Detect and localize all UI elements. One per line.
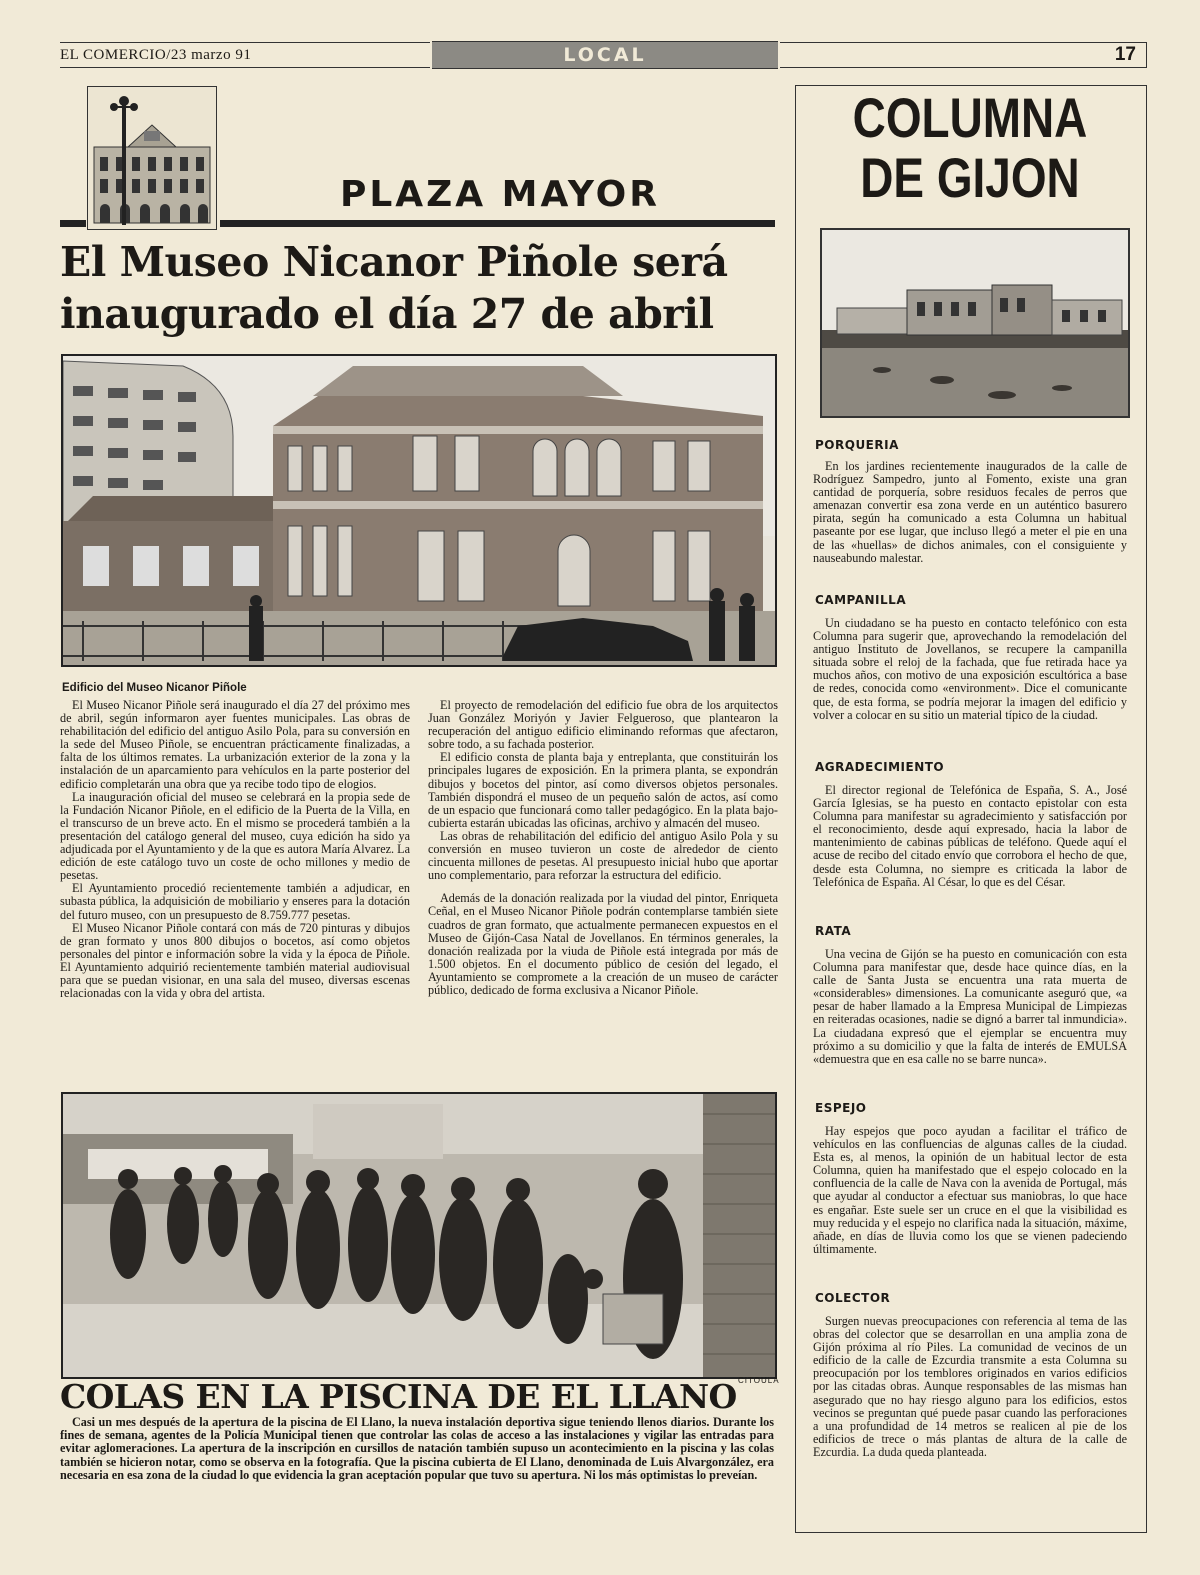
section-text-espejo (813, 1125, 1127, 1256)
section-heading-rata: RATA (815, 924, 852, 938)
colas-headline: COLAS EN LA PISCINA DE EL LLANO (60, 1377, 737, 1416)
page-number: 17 (1114, 44, 1136, 65)
plaza-rule-right (220, 220, 775, 227)
article-paragraph: El Museo Nicanor Piñole contará con más de 720 pinturas y dibujos de gran formato y unos 800 dibujos o bocetos, así como objetos personales del pintor e información sobre la vida y la época de Piñole. El Ayuntamiento adquirió recientemente también material audiovisual para que se puedan visionar, en una sala del museo, diversas escenas relacionadas con la vida y obra del artista. (60, 920, 410, 1001)
headline-line-1: El Museo Nicanor Piñole será (60, 238, 728, 286)
article-column-2 (428, 699, 778, 997)
masthead-date (60, 42, 430, 68)
plaza-rule-left (60, 220, 86, 227)
article-paragraph: El Ayuntamiento procedió recientemente también a adjudicar, en subasta pública, la adquisición de mobiliario y enseres para la dotación del futuro museo, con un presupuesto de 8.759.777 pesetas. (60, 881, 410, 922)
columna-title-line-1: COLUMNA (852, 86, 1088, 149)
section-text-porqueria (813, 460, 1127, 565)
columna-title-line-2: DE GIJON (860, 146, 1080, 209)
section-paragraph: En los jardines recientemente inaugurados de la calle de Rodríguez Sampedro, junto al Fomento, existe una gran cantidad de porquería, sobre residuos fecales de perros que amenazan convertir esa zona verde en un auténtico basurero pirata, según ha comunicado a esta Columna un habitual paseante por ese lugar, que incluso llegó a meter el pie en una de las «huellas» de dichos animales, con el consiguiente y nauseabundo malestar. (813, 459, 1127, 565)
museum-building-photo (61, 354, 777, 667)
headline-line-2: inaugurado el día 27 de abril (60, 290, 714, 338)
section-paragraph: El director regional de Telefónica de España, S. A., José García Iglesias, se ha puesto en contacto epistolar con esta Columna para manifestar su agradecimiento y satisfacción por el reconocimiento, desde aquí expresado, hacia la labor de mantenimiento de cabinas públicas de teléfono. Quede aquí el acuse de recibo del citado envío que corrobora el hecho de que, desde esta Columna, no siempre es criticada la labor de Telefónica de España. Al César, lo que es del César. (813, 783, 1127, 889)
museum-photo-caption: Edificio del Museo Nicanor Piñole (62, 682, 247, 694)
columna-title (828, 88, 1112, 208)
photo-credit: CITOULA (738, 1376, 780, 1385)
colas-body (60, 1416, 774, 1482)
plaza-mayor-logo (87, 86, 217, 230)
section-banner (432, 41, 778, 69)
colas-paragraph: Casi un mes después de la apertura de la piscina de El Llano, la nueva instalación deportiva sigue teniendo llenos diarios. Durante los fines de semana, agentes de la Policía Municipal tienen que controlar las colas de acceso a las instalaciones y vigilar las entradas para evitar aglomeraciones. La apertura de la inscripción en cursillos de natación también supuso un acontecimiento en la piscina y las colas también se hicieron notar, como se observa en la fotografía. Que la piscina cubierta de El Llano, denominada de Luis Alvargonzález, era necesaria en esa zona de la ciudad lo que evidencia la gran aceptación popular que tuvo su apertura. Ni los más optimistas lo preveían. (60, 1415, 774, 1482)
section-heading-espejo: ESPEJO (815, 1101, 867, 1115)
section-paragraph: Hay espejos que poco ayudan a facilitar el tráfico de vehículos en las confluencias de algunas calles de la ciudad. Esta es, al menos, la opinión de un habitual lector de esta Columna, quien ha manifestado que el espejo colocado en la confluencia de la calle de Nava con la avenida de Portugal, más que ayudar al conductor a efectuar sus maniobras, lo que hace es engañar. Este suele ser un cruce en el que la visibilidad es muy reducida y el espejo no clarifica nada la situación, máxime, añade, en días de lluvia como los que se vienen padeciendo últimamente. (813, 1124, 1127, 1256)
section-paragraph: Un ciudadano se ha puesto en contacto telefónico con esta Columna para sugerir que, aprovechando la remodelación del antiguo Instituto de Jovellanos, se recupere la campanilla situada sobre el reloj de la fachada, que fue retirada hace ya muchos años, con motivo de una exposición escultórica a base de redes, conocida como «environment». Dice el comunicante que, de esta forma, se podría mejorar la imagen del edificio y volver a colocar en su sitio un material típico de la ciudad. (813, 616, 1127, 722)
section-heading-colector: COLECTOR (815, 1291, 891, 1305)
pool-queue-photo (61, 1092, 777, 1379)
section-heading-agradecimiento: AGRADECIMIENTO (815, 760, 945, 774)
section-paragraph: Una vecina de Gijón se ha puesto en comunicación con esta Columna para manifestar que, desde hace quince días, en la calle de Santa Justa se encuentra una rata muerta de «considerables» dimensiones. La comunicante aseguró que, «a pesar de haber llamado a la Empresa Municipal de Limpiezas en reiteradas ocasiones, nadie se dignó a barrer tal inmundicia». La ciudadana expresó que el ejemplar se encuentra muy próximo a su domicilio y que la falta de interés de EMULSA «demuestra que en esa calle no se barre nunca». (813, 947, 1127, 1066)
section-heading-campanilla: CAMPANILLA (815, 593, 907, 607)
section-heading-porqueria: PORQUERIA (815, 438, 899, 452)
section-text-colector (813, 1315, 1127, 1459)
section-text-agradecimiento (813, 784, 1127, 889)
article-paragraph: La inauguración oficial del museo se celebrará en la propia sede de la Fundación Nicanor Piñole, en el edificio de la Puerta de la Villa, en el transcurso de un breve acto. En el mismo se procederá también a la presentación del catálogo general del museo, cuya edición ha sido ya adjudicada por el Ayuntamiento y de la que es autora María Alvarez. La edición de este catálogo tuvo un coste de ocho millones y medio de pesetas. (60, 789, 410, 883)
section-label: LOCAL (563, 44, 647, 66)
section-paragraph: Surgen nuevas preocupaciones con referencia al tema de las obras del colector que se desarrollan en una amplia zona de Gijón próxima al río Piles. La comunidad de vecinos de un edificio de la calle de Ezcurdia transmite a esta Columna su preocupación por los temblores originados en varios edificios por las citadas obras. Aunque responsables de las mismas han asegurado que no hay riesgo alguno para los edificios, estos vecinos se preguntan qué puede pasar cuando las perforaciones a una profundidad de 14 metros se realicen al pie de los edificios de trece o más plantas de altura de la calle de Ezcurdia. La duda queda planteada. (813, 1314, 1127, 1459)
section-text-campanilla (813, 617, 1127, 722)
article-paragraph: El Museo Nicanor Piñole será inaugurado el día 27 del próximo mes de abril, según informaron ayer fuentes municipales. Las obras de rehabilitación del edificio del antiguo Asilo Pola, para su conversión en la sede del Museo Piñole, se encuentran prácticamente finalizadas, a falta de los últimos remates. La urbanización exterior de la zona y la instalación de un aparcamiento para vehículos en la parte posterior del edificio completarán una obra que ya recibe todo tipo de elogios. (60, 698, 410, 791)
page-number-box (780, 42, 1147, 68)
article-paragraph: Las obras de rehabilitación del edificio del antiguo Asilo Pola y su conversión en museo tuvieron un coste de alrededor de ciento cincuenta millones de pesetas. Al presupuesto inicial hubo que aportar uno complementario, para reforzar la estructura del edificio. (428, 828, 778, 883)
plaza-mayor-title: PLAZA MAYOR (339, 174, 661, 215)
article-paragraph: El edificio consta de planta baja y entreplanta, que constituirán los principales lugares de exposición. En la primera planta, se expondrán dibujos y bocetos del pintor, así como diversos objetos personales. También dispondrá el museo de un pequeño salón de actos, así como de un espacio que funcionará como taller pedagógico. En la plata bajo-cubierta estarán ubicadas las oficinas, archivo y almacén del museo. (428, 750, 778, 830)
article-paragraph: Además de la donación realizada por la viudad del pintor, Enriqueta Ceñal, en el Museo Nicanor Piñole podrán contemplarse también siete cuadros de gran formato, que actualmente permanecen expuestos en el Museo de Gijón-Casa Natal de Jovellanos. En términos generales, la donación realizada por la viuda de Piñole está integrada por más de 1.500 objetos. En el documento público de cesión del legado, el Ayuntamiento se compromete a la creación de un museo de carácter público, dedicado de forma exclusiva a Nicanor Piñole. (428, 891, 778, 997)
date-line: EL COMERCIO/23 marzo 91 (60, 47, 252, 63)
article-column-1 (60, 699, 410, 1000)
article-paragraph: El proyecto de remodelación del edificio fue obra de los arquitectos Juan González Moriyón y Javier Felgueroso, que plantearon la recuperación del antiguo edificio eliminando reformas que afectaron, sobre todo, a su fachada posterior. (428, 698, 778, 752)
harbour-photo (820, 228, 1130, 418)
section-text-rata (813, 948, 1127, 1066)
main-headline (60, 236, 780, 340)
